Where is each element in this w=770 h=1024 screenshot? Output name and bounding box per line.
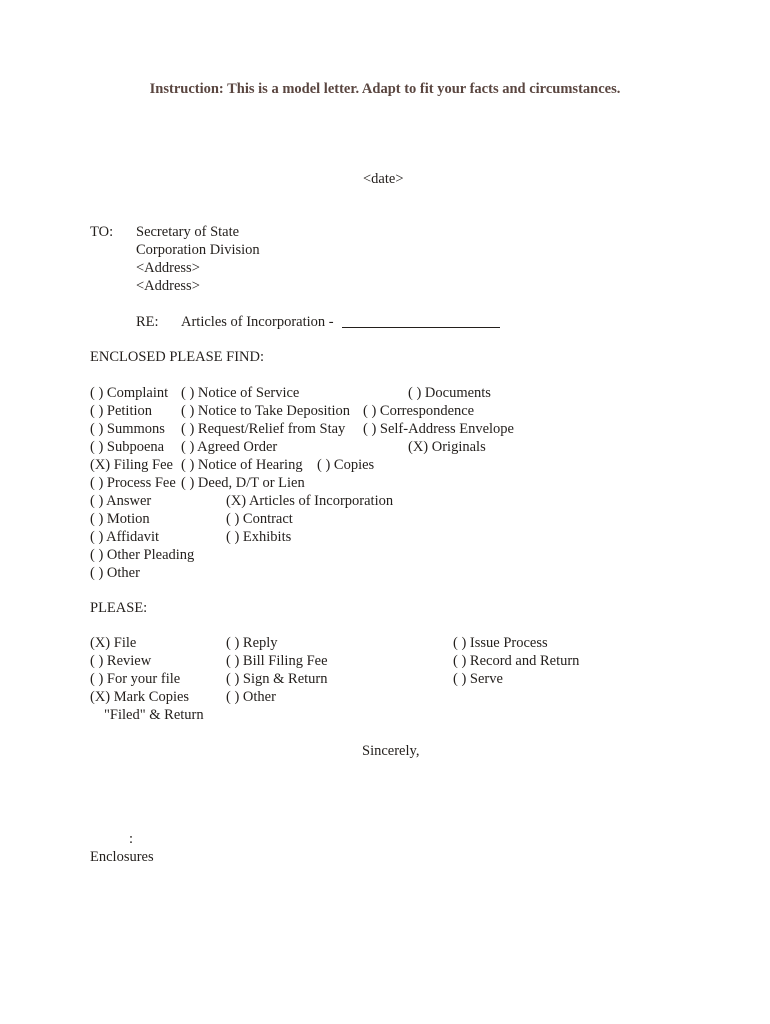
enclosed-item: ( ) Exhibits — [226, 529, 292, 545]
enclosed-item: ( ) Process Fee — [90, 475, 176, 491]
please-heading: PLEASE: — [90, 600, 148, 616]
to-line-recipient: Secretary of State — [136, 224, 240, 240]
enclosed-item: ( ) Agreed Order — [181, 439, 278, 455]
enclosed-item: ( ) Notice to Take Deposition — [181, 403, 351, 419]
closing-sincerely: Sincerely, — [362, 743, 420, 759]
instruction-note: Instruction: This is a model letter. Adapt to fit your facts and circumstances. — [149, 81, 621, 97]
enclosed-item: ( ) Request/Relief from Stay — [181, 421, 346, 437]
re-blank-line — [342, 313, 500, 328]
enclosed-item: ( ) Correspondence — [363, 403, 475, 419]
re-subject: Articles of Incorporation - — [181, 314, 334, 330]
please-item-continuation: "Filed" & Return — [104, 707, 204, 723]
enclosed-item: ( ) Contract — [226, 511, 293, 527]
to-line-address-2: <Address> — [136, 278, 200, 294]
enclosed-item: ( ) Subpoena — [90, 439, 165, 455]
please-item: ( ) Serve — [453, 671, 503, 687]
please-item: ( ) Issue Process — [453, 635, 548, 651]
enclosed-item: ( ) Answer — [90, 493, 152, 509]
enclosures-label: Enclosures — [90, 849, 154, 865]
enclosed-item: ( ) Affidavit — [90, 529, 159, 545]
enclosed-item: ( ) Complaint — [90, 385, 169, 401]
please-item: ( ) Other — [226, 689, 276, 705]
re-label: RE: — [136, 314, 159, 330]
colon-mark: : — [129, 831, 134, 847]
enclosed-item: (X) Originals — [408, 439, 486, 455]
enclosed-heading: ENCLOSED PLEASE FIND: — [90, 349, 265, 365]
enclosed-item: ( ) Copies — [317, 457, 375, 473]
enclosed-item: ( ) Other — [90, 565, 140, 581]
enclosed-item: ( ) Self-Address Envelope — [363, 421, 514, 437]
please-item: ( ) Bill Filing Fee — [226, 653, 328, 669]
to-line-address-1: <Address> — [136, 260, 200, 276]
to-line-division: Corporation Division — [136, 242, 260, 258]
enclosed-item: ( ) Summons — [90, 421, 165, 437]
enclosed-item: ( ) Notice of Service — [181, 385, 300, 401]
please-item: ( ) Sign & Return — [226, 671, 328, 687]
enclosed-item: ( ) Petition — [90, 403, 153, 419]
please-item: ( ) Review — [90, 653, 152, 669]
enclosed-item: ( ) Notice of Hearing — [181, 457, 303, 473]
enclosed-item: (X) Articles of Incorporation — [226, 493, 394, 509]
enclosed-item: ( ) Documents — [408, 385, 491, 401]
please-item: ( ) Reply — [226, 635, 278, 651]
please-item: (X) File — [90, 635, 137, 651]
enclosed-item: ( ) Other Pleading — [90, 547, 195, 563]
enclosed-item: ( ) Deed, D/T or Lien — [181, 475, 305, 491]
please-item: (X) Mark Copies — [90, 689, 190, 705]
please-item: ( ) Record and Return — [453, 653, 580, 669]
date-placeholder: <date> — [363, 171, 404, 187]
to-label: TO: — [90, 224, 114, 240]
enclosed-item: (X) Filing Fee — [90, 457, 173, 473]
enclosed-item: ( ) Motion — [90, 511, 150, 527]
please-item: ( ) For your file — [90, 671, 181, 687]
